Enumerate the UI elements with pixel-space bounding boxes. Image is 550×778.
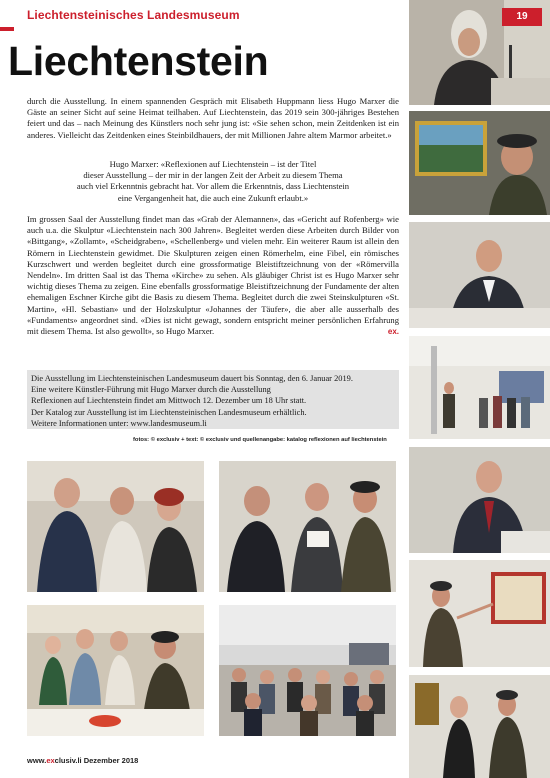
accent-bar [0,27,14,31]
footer-brand-rest: clusiv.li [54,756,82,765]
paragraph-2-text: Im grossen Saal der Ausstellung findet man das «Grab der Alemannen», das «Gericht auf Rofenberg» wie auch u.a. die Skulptur «Liechtenstein nach 300 Jahren». Begleitet werden diese Arbeiten durch Bilder von «Bittgang», «Zollamt», «Scheidgraben», «Schellenberg» und vielen mehr. Ein weiterer Raum ist allein den Römern in Liechtenstein gewidmet. Die Skulpturen zeigen einen Römerhelm, eine Fibel, ein römisches Kurzschwert und werden begleitet durch eine grossformatige Bleistiftzeichnung von der «Römervilla Nendeln». Im dritten Saal ist das Thema «Kirche» zu sehen. Als gläubiger Christ ist es Hugo Marxer sehr wichtig dieses Thema zu zeigen. Eine ebenfalls grossformatige Bleistiftzeichnung der Fundamente der alten ehemaligen Eschner Kirche gibt die Basis zu diesem Thema. Begleitet durch die zwei Steinskulpturen «St. Martin», «Hl. Sebastian» und der Holzskulptur «Johannes der Täufer», die aber alle ausserhalb des «Fundaments» angeordnet sind. «Dies ist nicht gewagt, sondern entspricht meiner persönlichen Erfahrung mit diesem Thema. Ist also gewollt», so Hugo Marxer. [27,214,399,337]
photo-man-speaking [409,447,550,553]
info-line: Der Katalog zur Ausstellung ist im Liechtensteinischen Landesmuseum erhältlich. [31,407,307,417]
photo-two-people-gallery [409,675,550,778]
photo-man-suit-podium [409,222,550,328]
photo-family-buffet [27,605,204,736]
photo-three-men-talking [219,461,396,592]
info-line: Eine weitere Künstler-Führung mit Hugo Marxer durch die Ausstellung [31,385,271,395]
info-line: Weitere Informationen unter: www.landesmuseum.li [31,418,207,428]
author-mark: ex. [387,327,399,337]
photo-audience-hall [219,605,396,736]
info-line: Die Ausstellung im Liechtensteinischen Landesmuseum dauert bis Sonntag, den 6. Januar 2019. [31,374,353,383]
quote-line: eine Vergangenheit hat, die auch eine Zukunft erlaubt.» [117,192,309,203]
photo-gallery-audience [409,336,550,439]
photo-man-with-painting [409,111,550,215]
footer-brand-ex: ex [46,756,55,765]
section-kicker: Liechtensteinisches Landesmuseum [27,8,240,22]
article-paragraph-2 [27,214,399,337]
pull-quote [27,159,399,204]
exhibition-info-box [27,370,399,429]
footer-issue: Dezember 2018 [83,756,139,765]
page-title: Liechtenstein [8,38,269,84]
info-line: Reflexionen auf Liechtenstein findet am Mittwoch 12. Dezember um 18 Uhr statt. [31,396,307,406]
photo-man-pointing-at-art [409,560,550,667]
footer [27,756,138,765]
photo-credits: fotos: © exclusiv + text: © exclusiv und quellenangabe: katalog reflexionen auf liechtenstein [133,437,387,443]
article-paragraph-1: durch die Ausstellung. In einem spannenden Gespräch mit Elisabeth Huppmann liess Hugo Marxer die Gäste an seiner Sicht auf seine Heimat teilhaben. Auf Liechtenstein, das 2019 sein 300-jähriges Bestehen feiert und das – nach Meinung des Künstlers noch sehr jung ist: «Sie sehen schon, mein Zeitdenken ist ein anderes. Vielleicht das Zeitdenken eines Steinbildhauers, der mit Millionen Jahre altem Marmor arbeitet.» [27,96,399,140]
photo-guests-conversation [27,461,204,592]
quote-line: auch viel Erkenntnis gebracht hat. Vor allem die Erkenntnis, dass Liechtenstein [76,181,350,192]
page-number-badge: 19 [502,8,542,26]
quote-line: dieser Ausstellung – der mir in der langen Zeit der Arbeit zu diesem Thema [83,170,343,181]
footer-url-prefix: www. [27,756,47,765]
quote-line: Hugo Marxer: «Reflexionen auf Liechtenstein – ist der Titel [109,159,317,169]
